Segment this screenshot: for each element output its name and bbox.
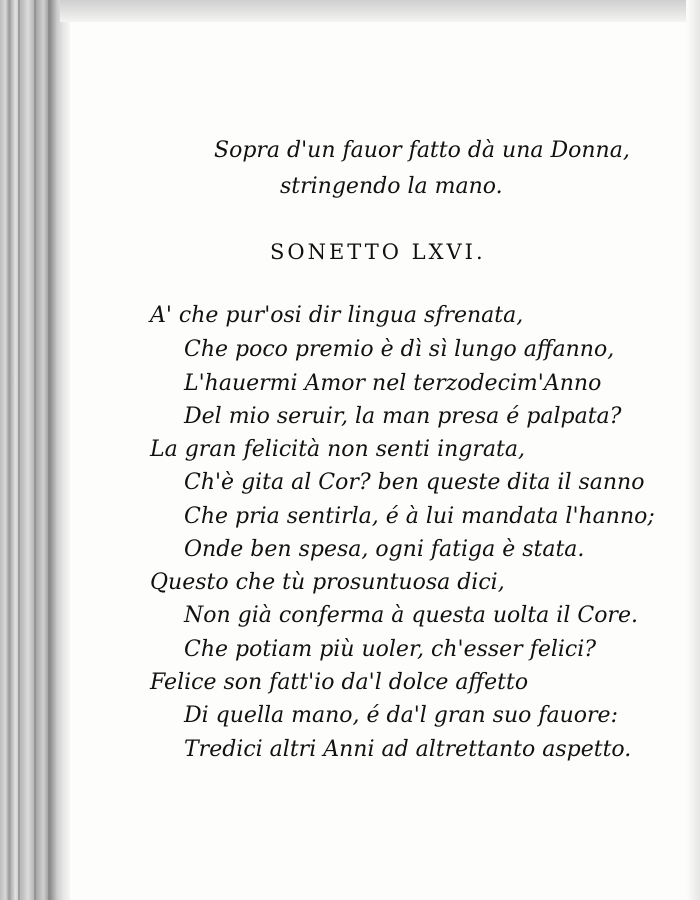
verse-line: Ch'è gita al Cor? ben queste dita il sanno [184,470,645,495]
page-edge-line [34,0,36,900]
verse-line: Di quella mano, é da'l gran suo fauore: [184,703,618,728]
verse-line: La gran felicità non senti ingrata, [150,437,525,462]
verse-line: Onde ben spesa, ogni fatiga è stata. [184,537,585,562]
right-shadow [686,0,700,900]
verse-line: Che poco premio è dì sì lungo affanno, [184,337,615,362]
sonnet-heading: SONETTO LXVI. [270,240,486,264]
poem-title-line-2: stringendo la mano. [280,174,503,199]
poem-title-line-1: Sopra d'un fauor fatto dà una Donna, [214,138,630,163]
top-shadow [60,0,700,22]
page-edge-line [48,0,50,900]
verse-line: A' che pur'osi dir lingua sfrenata, [150,303,524,328]
verse-line: L'hauermi Amor nel terzodecim'Anno [184,371,602,396]
page-edge-line [18,0,20,900]
verse-line: Tredici altri Anni ad altrettanto aspetto. [184,737,632,762]
verse-line: Che pria sentirla, é à lui mandata l'hanno; [184,504,655,529]
verse-line: Del mio seruir, la man presa é palpata? [184,404,622,429]
verse-line: Felice son fatt'io da'l dolce affetto [150,670,529,695]
verse-line: Che potiam più uoler, ch'esser felici? [184,637,597,662]
verse-line: Non già conferma à questa uolta il Core. [184,603,638,628]
verse-line: Questo che tù prosuntuosa dici, [150,570,505,595]
